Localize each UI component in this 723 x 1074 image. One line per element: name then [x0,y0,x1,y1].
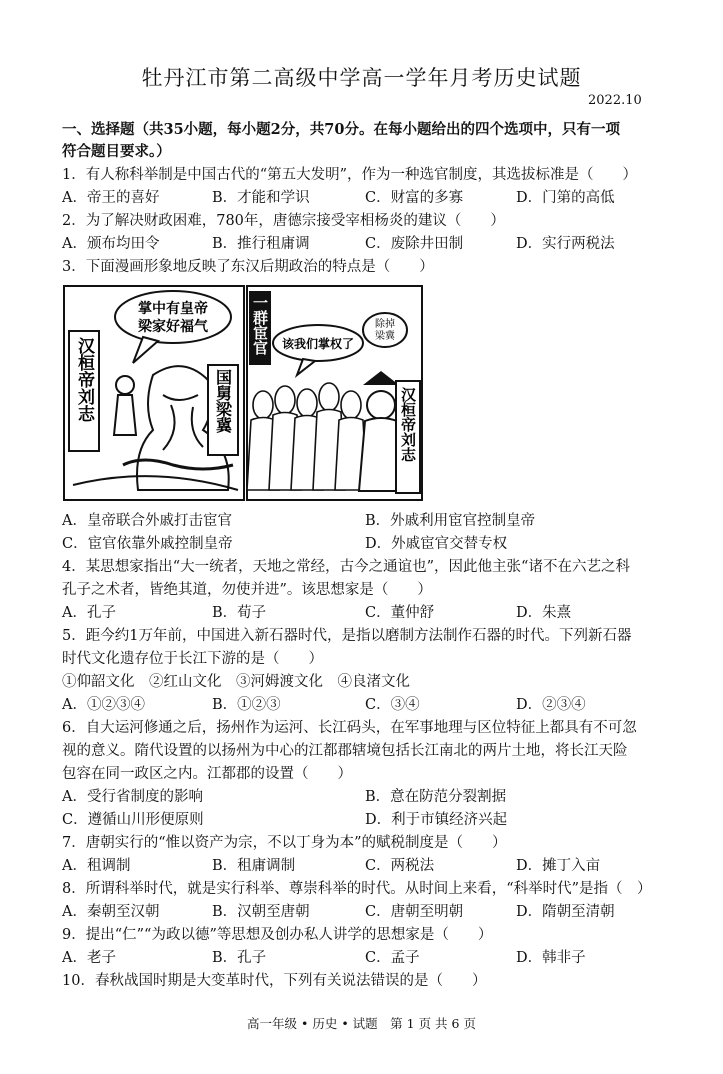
question-4-stem-line-1: 4．某思想家指出“大一统者，天地之常经，古今之通谊也”，因此他主张“诸不在六艺之科 [62,559,630,575]
question-5-stem-line-1: 5．距今约1万年前，中国进入新石器时代，是指以磨制方法制作石器的时代。下列新石器 [62,628,632,644]
small-bubble-line-2: 梁冀 [375,331,395,342]
q4-option-b[interactable]: B．荀子 [212,605,267,621]
left-label: 汉桓帝刘志 [74,337,94,422]
exam-date: 2022.10 [588,93,642,108]
q3-option-a[interactable]: A．皇帝联合外戚打击宦官 [62,513,232,529]
q7-option-b[interactable]: B．租庸调制 [212,858,296,874]
small-bubble-line-1: 除掉 [375,319,395,330]
question-4-stem-line-2: 孔子之术者，皆绝其道，勿使并进”。该思想家是（ ） [62,582,432,598]
right-bubble-text: 该我们掌权了 [281,337,355,351]
q1-option-b[interactable]: B．才能和学识 [212,190,310,206]
q5-option-b[interactable]: B．①②③ [212,697,281,713]
q3-option-d[interactable]: D．外戚宦官交替专权 [365,536,508,552]
q6-option-c[interactable]: C．遵循山川形便原则 [62,812,204,828]
q7-option-a[interactable]: A．租调制 [62,858,131,874]
right-emperor-label: 汉桓帝刘志 [399,387,417,462]
page-title: 牡丹江市第二高级中学高一学年月考历史试题 [141,66,582,90]
q9-option-b[interactable]: B．孔子 [212,950,267,966]
question-9-stem: 9．提出“仁”“为政以德”等思想及创办私人讲学的思想家是（ ） [62,927,493,943]
q4-option-a[interactable]: A．孔子 [62,605,116,621]
page-footer: 高一年级 • 历史 • 试题 第 1 页 共 6 页 [247,1016,476,1031]
q7-option-c[interactable]: C．两税法 [365,858,435,874]
question-8-stem: 8．所谓科举时代，就是实行科举、尊崇科举的时代。从时间上来看，“科举时代”是指（ ） [62,881,652,897]
q9-option-d[interactable]: D．韩非子 [516,950,586,966]
question-6-stem-line-1: 6．自大运河修通之后，扬州作为运河、长江码头，在军事地理与区位特征上都具有不可忽 [62,720,637,736]
question-5-stem-line-2: 时代文化遗存位于长江下游的是（ ） [62,651,323,667]
q2-option-d[interactable]: D．实行两税法 [516,236,615,252]
question-6-stem-line-2: 视的意义。隋代设置的以扬州为中心的江都郡辖境包括长江南北的两片土地，将长江天险 [62,743,628,759]
q8-option-d[interactable]: D．隋朝至清朝 [516,904,615,920]
q8-option-a[interactable]: A．秦朝至汉朝 [62,904,160,920]
left-bubble-line-2: 梁家好福气 [138,319,208,335]
q8-option-b[interactable]: B．汉朝至唐朝 [212,904,310,920]
section-heading-line-2: 符合题目要求。） [62,143,171,160]
q2-option-a[interactable]: A．颁布均田令 [62,236,160,252]
question-1-stem: 1．有人称科举制是中国古代的“第五大发明”，作为一种选官制度，其选拔标准是（ ） [62,167,638,183]
q1-option-a[interactable]: A．帝王的喜好 [62,190,160,206]
question-6-stem-line-3: 包容在同一政区之内。江都郡的设置（ ） [62,766,352,782]
q9-option-a[interactable]: A．老子 [62,950,116,966]
q8-option-c[interactable]: C．唐朝至明朝 [365,904,464,920]
q5-option-a[interactable]: A．①②③④ [62,697,145,713]
q9-option-c[interactable]: C．孟子 [365,950,420,966]
question-7-stem: 7．唐朝实行的“惟以资产为宗，不以丁身为本”的赋税制度是（ ） [62,835,507,851]
section-heading-line-1: 一、选择题（共35小题，每小题2分，共70分。在每小题给出的四个选项中，只有一项 [62,121,620,138]
q6-option-b[interactable]: B．意在防范分裂割据 [365,789,507,805]
q4-option-c[interactable]: C．董仲舒 [365,605,435,621]
q4-option-d[interactable]: D．朱熹 [516,605,572,621]
q3-option-c[interactable]: C．宦官依靠外戚控制皇帝 [62,536,233,552]
q1-option-c[interactable]: C．财富的多寡 [365,190,464,206]
q6-option-d[interactable]: D．利于市镇经济兴起 [365,812,508,828]
left-speech-bubble [115,291,231,343]
question-3-stem: 3．下面漫画形象地反映了东汉后期政治的特点是（ ） [62,259,434,275]
question-5-stem-line-3: ①仰韶文化 ②红山文化 ③河姆渡文化 ④良渚文化 [62,674,410,690]
q5-option-d[interactable]: D．②③④ [516,697,586,713]
q5-option-c[interactable]: C．③④ [365,697,420,713]
section-heading [62,119,667,163]
q2-option-c[interactable]: C．废除井田制 [365,236,464,252]
left-bubble-line-1: 掌中有皇帝 [138,301,208,317]
q7-option-d[interactable]: D．摊丁入亩 [516,858,601,874]
liang-ji-label: 国舅梁冀 [213,369,233,433]
question-10-stem: 10．春秋战国时期是大变革时代，下列有关说法错误的是（ ） [62,973,487,989]
q3-option-b[interactable]: B．外戚利用宦官控制皇帝 [365,513,536,529]
q6-option-a[interactable]: A．受行省制度的影响 [62,789,203,805]
eunuch-label: 一群宦官 [251,295,269,355]
question-2-stem: 2．为了解决财政困难，780年，唐德宗接受宰相杨炎的建议（ ） [62,213,505,229]
q1-option-d[interactable]: D．门第的高低 [516,190,615,206]
cartoon-illustration [63,285,423,501]
q2-option-b[interactable]: B．推行租庸调 [212,236,310,252]
